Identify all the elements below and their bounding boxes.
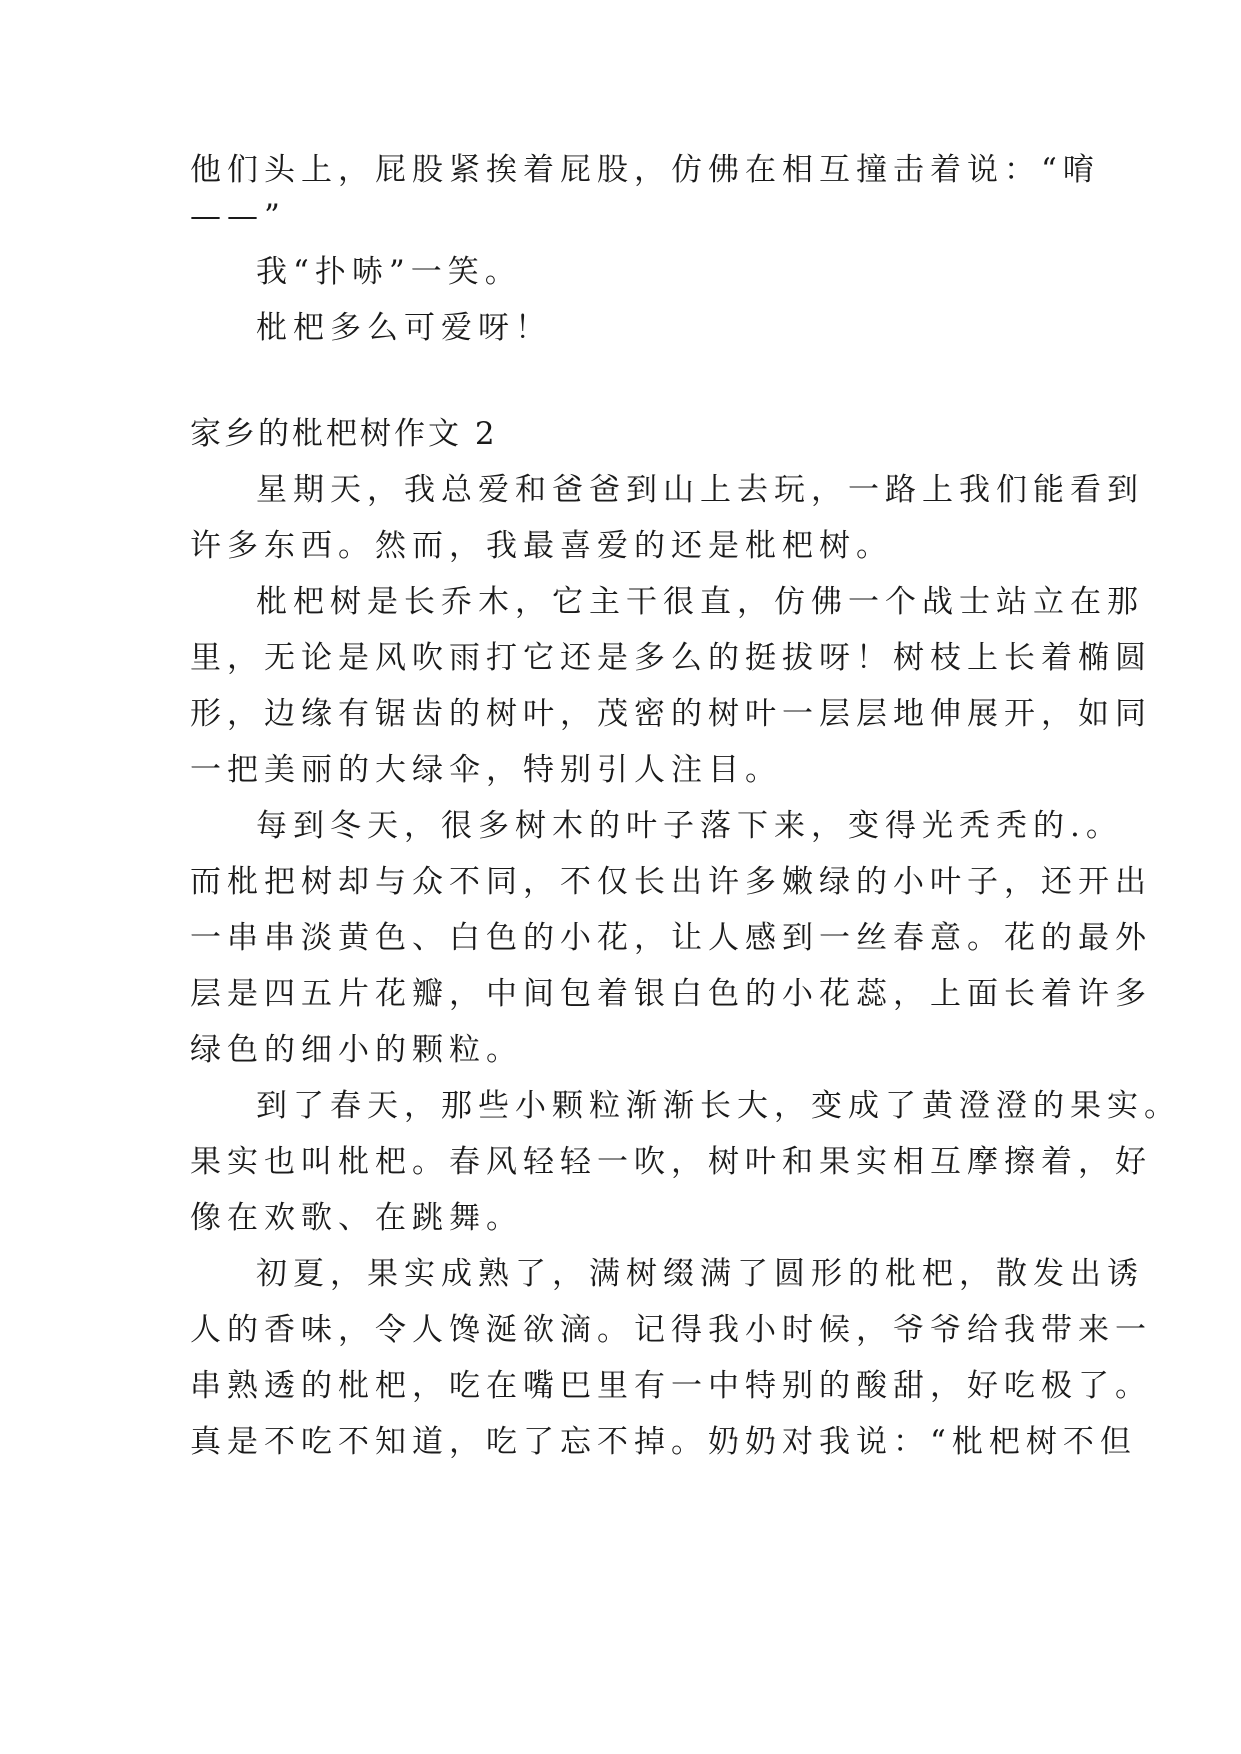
text-line: 到了春天，那些小颗粒渐渐长大，变成了黄澄澄的果实。 [256,1088,1181,1124]
text-line: 果实也叫枇杷。春风轻轻一吹，树叶和果实相互摩擦着，好 [190,1144,1152,1180]
text-line: 里，无论是风吹雨打它还是多么的挺拔呀！树枝上长着椭圆 [190,640,1152,676]
text-line: 星期天，我总爱和爸爸到山上去玩，一路上我们能看到 [256,472,1144,508]
text-line: ——” [190,198,286,234]
text-line: 而枇把树却与众不同，不仅长出许多嫩绿的小叶子，还开出 [190,864,1152,900]
text-line: 真是不吃不知道，吃了忘不掉。奶奶对我说：“枇杷树不但 [190,1424,1137,1460]
text-line: 一串串淡黄色、白色的小花，让人感到一丝春意。花的最外 [190,920,1152,956]
text-line: 绿色的细小的颗粒。 [190,1032,523,1068]
text-line: 枇杷多么可爱呀！ [256,310,552,346]
text-line: 许多东西。然而，我最喜爱的还是枇杷树。 [190,528,893,564]
text-line: 初夏，果实成熟了，满树缀满了圆形的枇杷，散发出诱 [256,1256,1144,1292]
section-title: 家乡的枇杷树作文 2 [190,416,498,452]
text-line: 像在欢歌、在跳舞。 [190,1200,523,1236]
text-line: 形，边缘有锯齿的树叶，茂密的树叶一层层地伸展开，如同 [190,696,1152,732]
text-line: 我“扑哧”一笑。 [256,254,522,290]
text-line: 他们头上，屁股紧挨着屁股，仿佛在相互撞击着说：“唷 [190,152,1100,188]
text-line: 一把美丽的大绿伞，特别引人注目。 [190,752,782,788]
text-line: 每到冬天，很多树木的叶子落下来，变得光秃秃的.。 [256,808,1123,844]
text-line: 层是四五片花瓣，中间包着银白色的小花蕊，上面长着许多 [190,976,1152,1012]
text-line: 枇杷树是长乔木，它主干很直，仿佛一个战士站立在那 [256,584,1144,620]
text-line: 人的香味，令人馋涎欲滴。记得我小时候，爷爷给我带来一 [190,1312,1152,1348]
text-line: 串熟透的枇杷，吃在嘴巴里有一中特别的酸甜，好吃极了。 [190,1368,1152,1404]
